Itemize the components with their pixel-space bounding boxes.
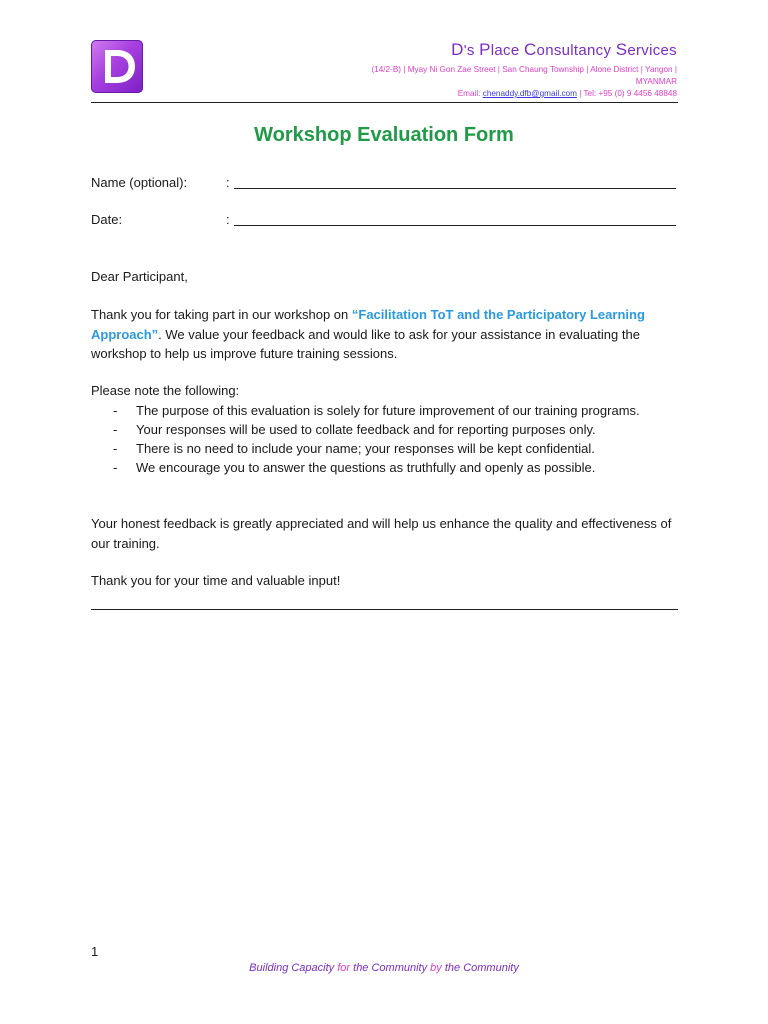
phone-text: | Tel: +95 (0) 9 4456 48848: [576, 89, 677, 98]
closing-divider: [91, 609, 678, 610]
footer-tagline: [0, 962, 768, 974]
date-field-label: Date:: [91, 212, 123, 227]
company-initial: C: [523, 40, 537, 59]
date-field-colon: :: [226, 212, 230, 227]
header-divider: [91, 102, 678, 103]
logo-d-icon: [91, 40, 143, 93]
notes-list: [91, 401, 681, 477]
bullet-dash: -: [113, 441, 118, 456]
appreciation-paragraph: Your honest feedback is greatly appreciated and will help us enhance the quality and effectiveness of our training.: [91, 516, 672, 551]
greeting: Dear Participant,: [91, 269, 188, 284]
form-title: Workshop Evaluation Form: [254, 124, 514, 146]
name-field-line[interactable]: [234, 188, 676, 189]
date-field-line[interactable]: [234, 225, 676, 226]
name-field-label: Name (optional):: [91, 175, 188, 190]
company-name-part: ervices: [627, 42, 677, 59]
bullet-dash: -: [113, 422, 118, 437]
list-item: [91, 439, 681, 458]
tagline-for: for: [337, 962, 351, 974]
list-item: [91, 458, 681, 477]
intro-text: Thank you for taking part in our workshop on: [91, 307, 352, 322]
list-item-text: We encourage you to answer the questions as truthfully and openly as possible.: [136, 460, 596, 475]
company-address: (14/2-B) | Myay Ni Gon Zae Street | San Chaung Township | Alone District | Yangon | MYANMAR: [371, 65, 677, 86]
company-initial: P: [479, 40, 491, 59]
tagline-part: Building Capacity: [249, 962, 338, 974]
thanks-line: Thank you for your time and valuable input!: [91, 573, 341, 588]
list-item-text: Your responses will be used to collate feedback and for reporting purposes only.: [136, 422, 596, 437]
workshop-name: “Facilitation ToT and the Participatory Learning Approach”: [91, 307, 645, 342]
tagline-part: the Community: [441, 962, 519, 974]
company-contact: [458, 88, 677, 100]
list-item: [91, 401, 681, 420]
company-initial: D: [451, 40, 464, 59]
company-name: [451, 40, 677, 60]
company-name-part: onsultancy: [536, 42, 616, 59]
name-field-colon: :: [226, 175, 230, 190]
company-initial: S: [615, 40, 628, 59]
intro-paragraph: [91, 305, 681, 364]
company-logo: [91, 40, 143, 93]
notes-heading: Please note the following:: [91, 383, 240, 398]
company-name-part: lace: [490, 42, 524, 59]
bullet-dash: -: [113, 460, 118, 475]
tagline-by: by: [430, 962, 442, 974]
list-item: [91, 420, 681, 439]
company-name-part: 's: [463, 42, 480, 59]
page-number: 1: [91, 944, 99, 959]
bullet-dash: -: [113, 403, 118, 418]
list-item-text: There is no need to include your name; your responses will be kept confidential.: [136, 441, 595, 456]
intro-text-continued: . We value your feedback and would like to ask for your assistance in evaluating the workshop to help us improve future training sessions.: [91, 326, 640, 361]
tagline-part: the Community: [350, 962, 431, 974]
email-label: Email:: [457, 89, 483, 98]
email-link[interactable]: chenaddy.dfb@gmail.com: [482, 89, 577, 98]
list-item-text: The purpose of this evaluation is solely for future improvement of our training programs.: [136, 403, 640, 418]
